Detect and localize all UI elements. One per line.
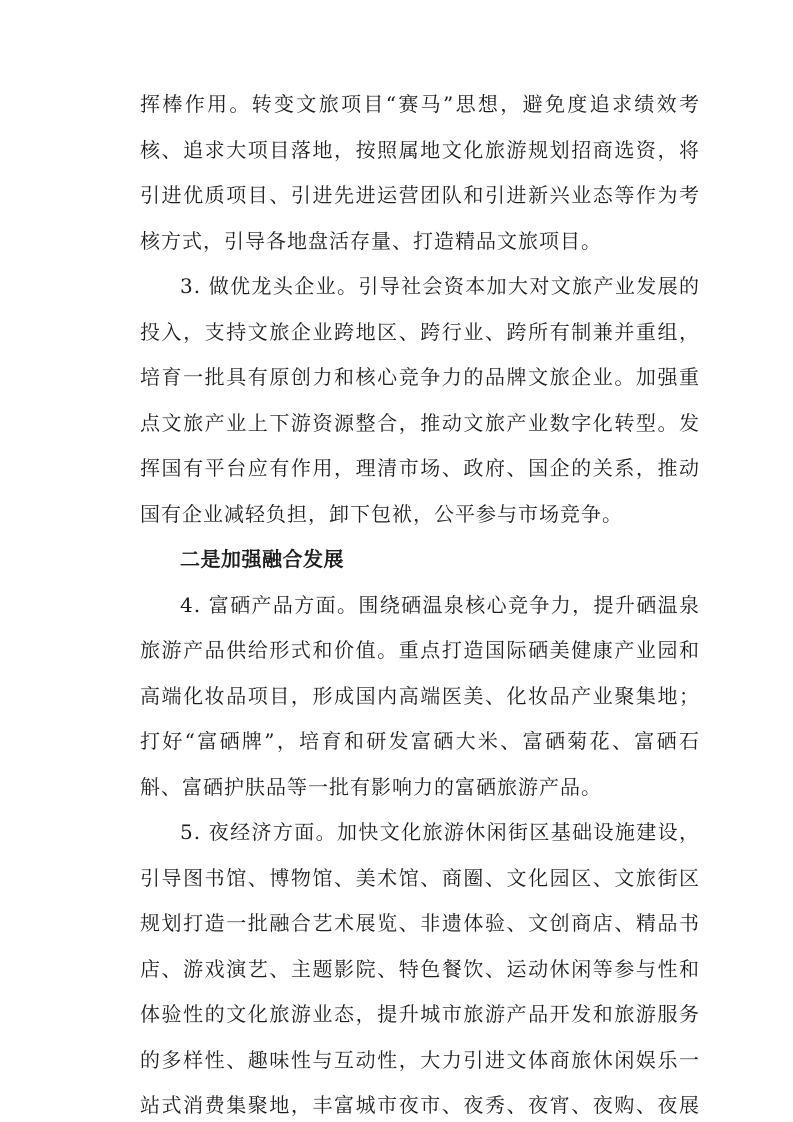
text-line: 旅游产品供给形式和价值。重点打造国际硒美健康产业园和 (140, 638, 700, 662)
text-line: 投入，支持文旅企业跨地区、跨行业、跨所有制兼并重组， (140, 319, 700, 344)
text-line: 挥国有平台应有作用，理清市场、政府、国企的关系，推动 (140, 456, 700, 480)
text-line: 体验性的文化旅游业态，提升城市旅游产品开发和旅游服务 (140, 1002, 700, 1026)
text-line: 打好“富硒牌”，培育和研发富硒大米、富硒菊花、富硒石 (140, 729, 700, 753)
text-line: 培育一批具有原创力和核心竞争力的品牌文旅企业。加强重 (140, 365, 700, 389)
document-body (140, 82, 700, 1122)
text-line: 引进优质项目、引进先进运营团队和引进新兴业态等作为考 (140, 183, 700, 207)
text-line: 高端化妆品项目，形成国内高端医美、化妆品产业聚集地； (140, 683, 700, 708)
text-line: 规划打造一批融合艺术展览、非遗体验、文创商店、精品书 (140, 911, 700, 935)
text-line: 点文旅产业上下游资源整合，推动文旅产业数字化转型。发 (140, 410, 700, 435)
text-line: 斛、富硒护肤品等一批有影响力的富硒旅游产品。 (140, 774, 602, 799)
text-line: 核、追求大项目落地，按照属地文化旅游规划招商选资，将 (140, 137, 700, 162)
text-line: 的多样性、趣味性与互动性，大力引进文体商旅休闲娱乐一 (140, 1047, 700, 1072)
paragraph-4-first-line: 4. 富硒产品方面。围绕硒温泉核心竞争力，提升硒温泉 (180, 592, 700, 617)
text-line: 店、游戏演艺、主题影院、特色餐饮、运动休闲等参与性和 (140, 956, 700, 981)
text-line: 站式消费集聚地，丰富城市夜市、夜秀、夜宵、夜购、夜展 (140, 1093, 700, 1117)
text-line: 核方式，引导各地盘活存量、打造精品文旅项目。 (140, 228, 602, 253)
text-line: 国有企业减轻负担，卸下包袱，公平参与市场竞争。 (140, 501, 623, 526)
section-heading: 二是加强融合发展 (180, 547, 344, 571)
paragraph-5-first-line: 5. 夜经济方面。加快文化旅游休闲街区基础设施建设， (180, 820, 700, 844)
paragraph-3-first-line: 3. 做优龙头企业。引导社会资本加大对文旅产业发展的 (180, 274, 700, 298)
text-line: 引导图书馆、博物馆、美术馆、商圈、文化园区、文旅街区 (140, 865, 700, 890)
text-line: 挥棒作用。转变文旅项目“赛马”思想，避免度追求绩效考 (140, 92, 700, 116)
